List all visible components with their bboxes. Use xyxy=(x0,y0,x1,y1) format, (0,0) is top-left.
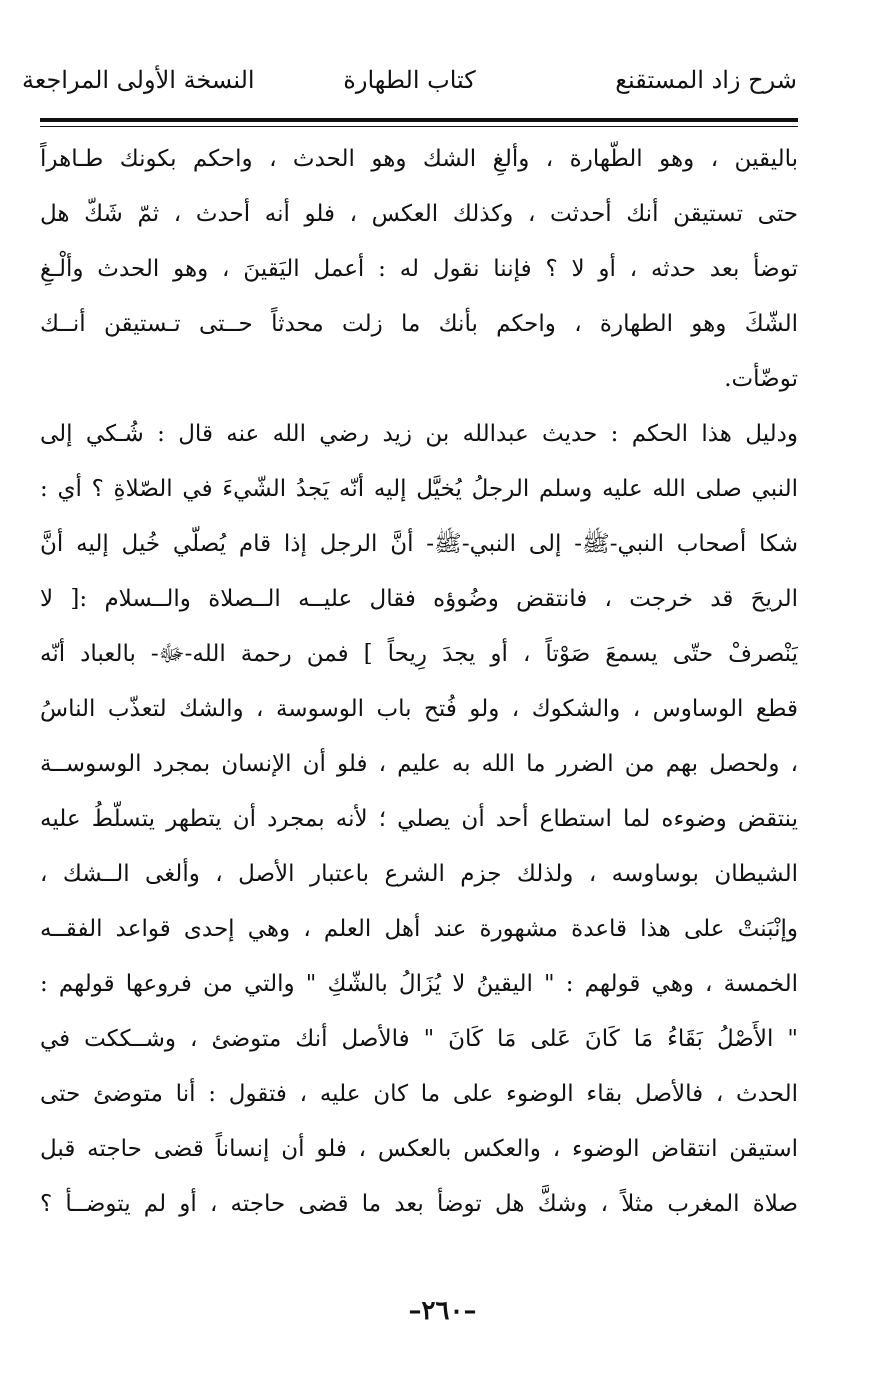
text-line: الحدث ، فالأصل بقاء الوضوء على ما كان عليه ، فتقول : أنا متوضئ حتى xyxy=(40,1081,798,1107)
header-rule-thick xyxy=(40,118,798,122)
text-line: يَنْصرفْ حتّى يسمعَ صَوْتاً ، أو يجدَ رِيحاً ] فمن رحمة الله-ﷻ- بالعباد أنّه xyxy=(40,641,798,667)
page-body xyxy=(40,132,798,1232)
text-line: الشيطان بوساوسه ، ولذلك جزم الشرع باعتبار الأصل ، وألغى الــشك ، xyxy=(40,861,798,887)
header-rule-thin xyxy=(40,126,798,127)
text-line: قطع الوساوس ، والشكوك ، ولو فُتح باب الوسوسة ، والشك لتعذّب الناسُ xyxy=(40,696,798,722)
page-number: –٢٦٠– xyxy=(408,1296,477,1326)
text-line: شكا أصحاب النبي-ﷺ- إلى النبي-ﷺ- أنَّ الرجل إذا قام يُصلّي خُيل إليه أنَّ xyxy=(40,531,798,557)
text-line: حتى تستيقن أنك أحدثت ، وكذلك العكس ، فلو أنه أحدث ، ثمّ شَكّ هل xyxy=(40,201,798,227)
text-line: باليقين ، وهو الطّهارة ، وألغِ الشك وهو الحدث ، واحكم بكونك طـاهراً xyxy=(40,146,798,172)
text-line: الشّكَ وهو الطهارة ، واحكم بأنك ما زلت محدثاً حــتى تـستيقن أنــك xyxy=(40,311,798,337)
text-line: الخمسة ، وهي قولهم : " اليقينُ لا يُزَالُ بالشّكِ " والتي من فروعها قولهم : xyxy=(40,971,798,997)
page-header xyxy=(22,60,797,110)
edition-label: النسخة الأولى المراجعة xyxy=(22,66,255,94)
text-line: استيقن انتقاض الوضوء ، والعكس بالعكس ، فلو أن إنساناً قضى حاجته قبل xyxy=(40,1136,798,1162)
text-line: ينتقض وضوءه لما استطاع أحد أن يصلي ؛ لأنه بمجرد أن يتطهر يتسلّطُ عليه xyxy=(40,806,798,832)
text-line: النبي صلى الله عليه وسلم الرجلُ يُخيَّل إليه أنّه يَجدُ الشّيءَ في الصّلاةِ ؟ أي : xyxy=(40,476,798,502)
text-line: وإنْبَنتْ على هذا قاعدة مشهورة عند أهل العلم ، وهي إحدى قواعد الفقــه xyxy=(40,916,798,942)
text-line: الريحَ قد خرجت ، فانتقض وضُوؤه فقال عليــه الــصلاة والــسلام :[ لا xyxy=(40,586,798,612)
chapter-title: كتاب الطهارة xyxy=(343,66,476,94)
text-line: توضأ بعد حدثه ، أو لا ؟ فإننا نقول له : أعمل اليَقينَ ، وهو الحدث وألْـغِ xyxy=(40,256,798,282)
text-line: " الأَصْلُ بَقَاءُ مَا كَانَ عَلى مَا كَانَ " فالأصل أنك متوضئ ، وشــككت في xyxy=(40,1026,798,1052)
text-line: صلاة المغرب مثلاً ، وشكَّ هل توضأ بعد ما قضى حاجته ، أو لم يتوضــأ ؟ xyxy=(40,1191,798,1217)
text-line: ودليل هذا الحكم : حديث عبدالله بن زيد رضي الله عنه قال : شُـكي إلى xyxy=(40,421,798,447)
book-title: شرح زاد المستقنع xyxy=(615,66,797,94)
text-line: ، ولحصل بهم من الضرر ما الله به عليم ، فلو أن الإنسان بمجرد الوسوســة xyxy=(40,751,798,777)
text-line: توضّأت. xyxy=(724,366,798,392)
